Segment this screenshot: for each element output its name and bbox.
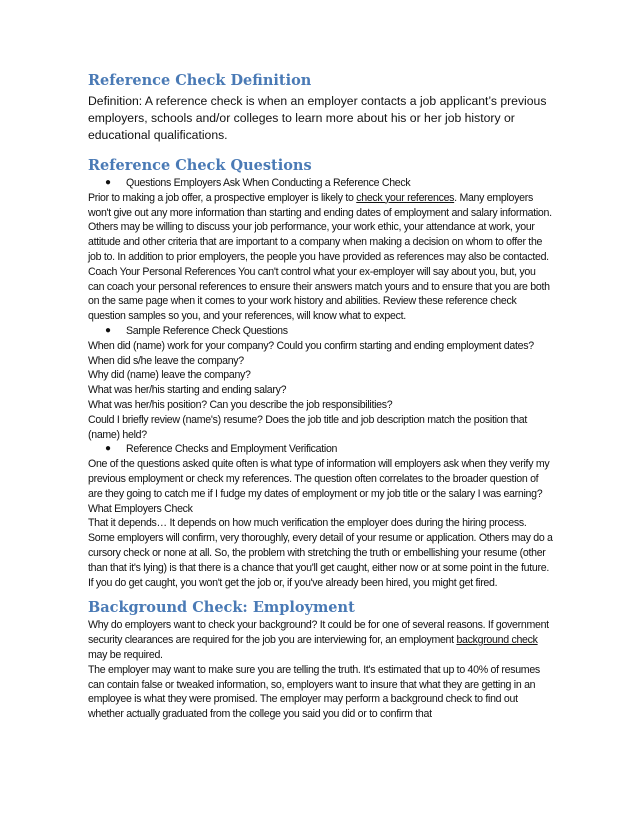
definition-text: Definition: A reference check is when an employer contacts a job applicant’s previous employers, schools and/or colleges to learn more about his or her job history or educational qualifications. (88, 94, 547, 142)
question-line: Could I briefly review (name's) resume? Does the job title and job description match the position that (name) held? (88, 413, 527, 441)
question-line: What was her/his position? Can you describe the job responsibilities? (88, 398, 393, 411)
paragraph: Why do employers want to check your background? It could be for one of several reasons. If government security clearances are required for the job you are interviewing for, an employment background check may be required. (88, 619, 549, 661)
question-line: What was her/his starting and ending salary? (88, 384, 287, 397)
document-content (88, 71, 553, 722)
paragraph: One of the questions asked quite often is what type of information will employers ask when they verify my previous employment or check my references. The question often correlates to the broader question of are they going to catch me if I fudge my dates of employment or my job title or the salary I was earning? (88, 458, 550, 500)
bullet-item (88, 176, 553, 191)
spacer (88, 590, 553, 598)
bullet-text: Questions Employers Ask When Conducting a Reference Check (126, 177, 411, 189)
bullet-text: Reference Checks and Employment Verification (126, 443, 338, 456)
bullet-dot-icon: ● (105, 324, 111, 336)
check-references-link[interactable]: check your references (356, 191, 455, 204)
bullet-dot-icon: ● (105, 443, 111, 455)
questions-body (88, 176, 553, 590)
paragraph: The employer may want to make sure you are telling the truth. It's estimated that up to 40% of resumes can contain false or tweaked information, so, employers want to insure that what they are getting in an employee is what they were promised. The employer may perform a background check to find out whether actually graduated from the college you said you did or to confirm that (88, 663, 540, 721)
questions-heading: Reference Check Questions (88, 157, 312, 174)
background-check-link[interactable]: background check (456, 634, 538, 647)
bullet-dot-icon: ● (105, 177, 111, 188)
bullet-item (88, 442, 553, 457)
question-line: Why did (name) leave the company? (88, 369, 251, 382)
paragraph: That it depends… It depends on how much verification the employer does during the hiring process. Some employers will confirm, very thoroughly, every detail of your resume or application. Others may do a cursory check or none at all. So, the problem with stretching the truth or embellishing your resume (other than that it's lying) is that there is a chance that you'll get caught, either now or at some point in the future. If you do get caught, you won't get the job or, if you've already been hired, you might get fired. (88, 517, 553, 589)
bullet-text: Sample Reference Check Questions (126, 324, 288, 337)
bullet-item (88, 324, 553, 339)
definition-heading: Reference Check Definition (88, 72, 312, 89)
background-heading: Background Check: Employment (88, 599, 355, 617)
paragraph: Prior to making a job offer, a prospective employer is likely to check your references. Many employers won't give out any more information than starting and ending dates of employment and salary information. Others may be willing to discuss your job performance, your work ethic, your attendance at work, your attitude and other criteria that are important to a company when making a decision on whom to offer the job to. In addition to prior employers, the people you have provided as references may also be contacted. Coach Your Personal References You can't control what your ex-employer will say about you, but, you can coach your personal references to ensure their answers match yours and to ensure that you are both on the same page when it comes to your work history and abilities. Review these reference check question samples so you, and your references, will know what to expect. (88, 191, 552, 323)
question-line: When did (name) work for your company? Could you confirm starting and ending employment dates? When did s/he leave the company? (88, 339, 534, 367)
background-body (88, 618, 553, 722)
paragraph: What Employers Check (88, 502, 193, 515)
